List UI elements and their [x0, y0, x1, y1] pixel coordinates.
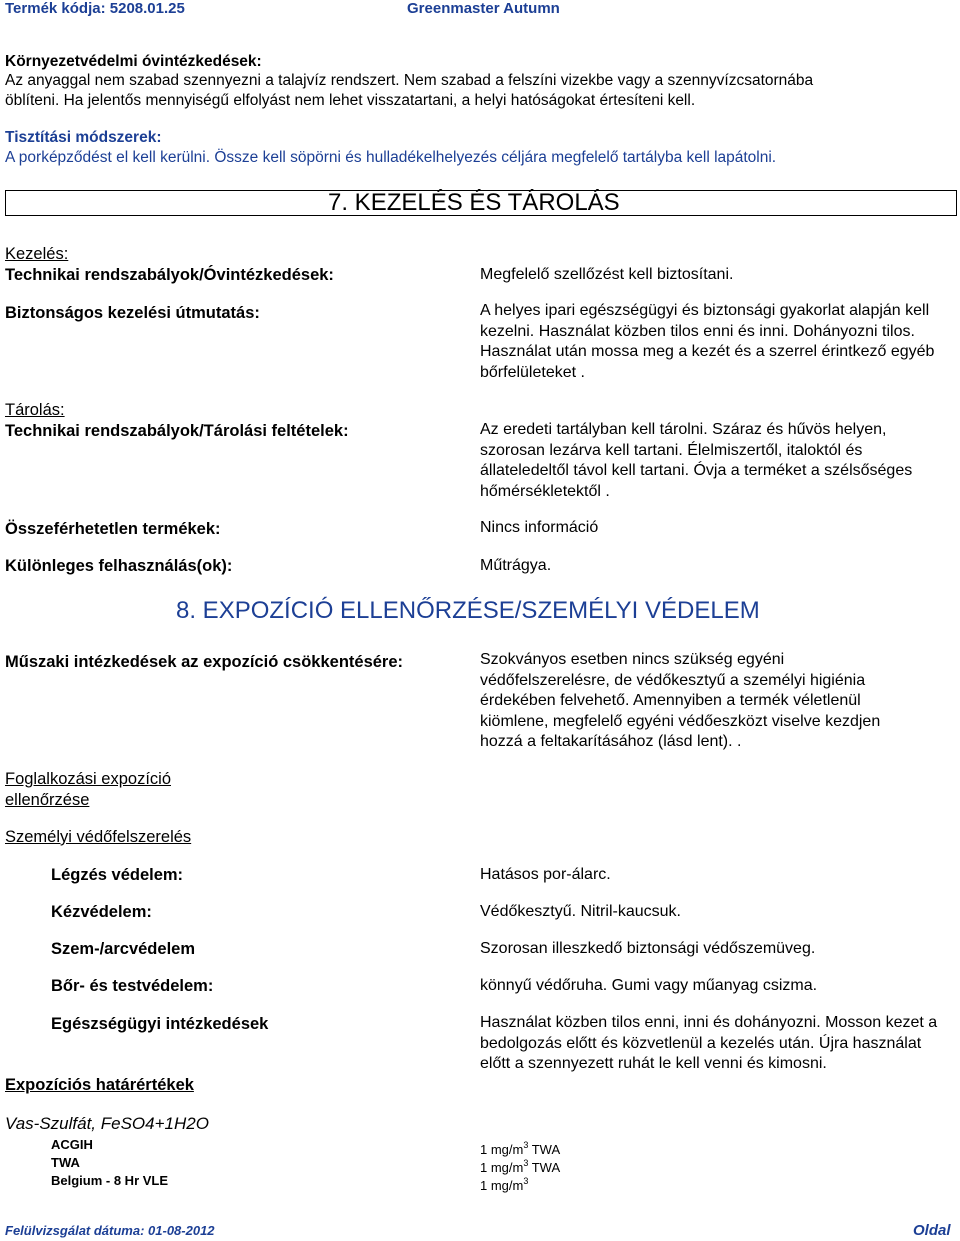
storage-label-tech: Technikai rendszabályok/Tárolási feltételek:: [5, 422, 349, 440]
substance-name: Vas-Szulfát, FeSO4+1H2O: [5, 1114, 209, 1133]
cleaning-title: Tisztítási módszerek:: [5, 129, 162, 146]
handling-value-safe: A helyes ipari egészségügyi és biztonsági gyakorlat alapján kell kezelni. Használat közben tilos enni és inni. Dohányozni tilos. Használat után mossa meg a kezét és a szerrel érintkező egyéb bőrfelületeket .: [480, 302, 935, 381]
cleaning-text: A porképződést el kell kerülni. Össze kell söpörni és hulladékelhelyezés céljára megfelelő tartályba kell lapátolni.: [5, 149, 777, 166]
occupational-label-1: Foglalkozási expozíció: [5, 770, 171, 788]
engineering-value: Szokványos esetben nincs szükség egyéni védőfelszerelésre, de védőkesztyű a személyi higiénia érdekében felvehető. Amennyiben a termék véletlenül kiömlene, megfelelő egyéni védőeszközt viselve kezdjen hozzá a feltakarításához (lásd lent). .: [480, 651, 881, 750]
env-line-1: Az anyaggal nem szabad szennyezni a talajvíz rendszert. Nem szabad a felszíni vizekbe vagy a szennyvízcsatornába: [5, 72, 814, 89]
section-8-title: 8. EXPOZÍCIÓ ELLENŐRZÉSE/SZEMÉLYI VÉDELEM: [176, 597, 760, 624]
respiratory-label: Légzés védelem:: [51, 866, 184, 884]
limit-name-belgium: Belgium - 8 Hr VLE: [51, 1173, 169, 1188]
special-use-label: Különleges felhasználás(ok):: [5, 557, 233, 575]
review-date: Felülvizsgálat dátuma: 01-08-2012: [5, 1223, 215, 1238]
eye-value: Szorosan illeszkedő biztonsági védőszemüveg.: [480, 940, 816, 957]
limit-value-acgih: 1 $mg/m^3$ TWA: [480, 1140, 561, 1157]
env-line-2: öblíteni. Ha jelentős mennyiségű elfolyást nem lehet visszatartani, a helyi hatóságokat értesíteni kell.: [5, 92, 696, 109]
storage-heading: Tárolás:: [5, 401, 65, 419]
handling-value-tech: Megfelelő szellőzést kell biztosítani.: [480, 266, 734, 283]
respiratory-value: Hatásos por-álarc.: [480, 866, 611, 883]
page-label: Oldal: [913, 1222, 951, 1239]
hand-label: Kézvédelem:: [51, 903, 152, 921]
ppe-heading: Személyi védőfelszerelés: [5, 828, 192, 846]
product-name: Greenmaster Autumn: [407, 0, 560, 17]
hygiene-value: Használat közben tilos enni, inni és dohányozni. Mosson kezet a bedolgozás előtt és közvetlenül a kezelés után. Újra használat előtt a szennyezett ruhát le kell venni és kimosni.: [480, 1014, 938, 1072]
limit-value-twa: 1 $mg/m^3$ TWA: [480, 1158, 561, 1175]
special-use-value: Műtrágya.: [480, 557, 552, 574]
handling-label-tech: Technikai rendszabályok/Óvintézkedések:: [5, 266, 334, 284]
handling-heading: Kezelés:: [5, 245, 69, 263]
incompatible-value: Nincs információ: [480, 519, 599, 536]
engineering-label: Műszaki intézkedések az expozíció csökkentésére:: [5, 653, 404, 671]
handling-label-safe: Biztonságos kezelési útmutatás:: [5, 304, 260, 322]
skin-value: könnyű védőruha. Gumi vagy műanyag csizma.: [480, 977, 818, 994]
occupational-label-2: ellenőrzése: [5, 791, 90, 809]
limit-name-acgih: ACGIH: [51, 1137, 93, 1152]
limits-heading: Expozíciós határértékek: [5, 1076, 194, 1094]
limit-value-belgium: 1 $mg/m^3$: [480, 1176, 529, 1193]
storage-value-tech: Az eredeti tartályban kell tárolni. Száraz és hűvös helyen, szorosan lezárva kell tartani. Élelmiszertől, italoktól és állateledeltől távol kell tartani. Óvja a terméket a szélsőséges hőmérsékletektől .: [480, 421, 913, 500]
product-code: Termék kódja: 5208.01.25: [5, 0, 185, 17]
env-title: Környezetvédelmi óvintézkedések:: [5, 53, 262, 70]
hand-value: Védőkesztyű. Nitril-kaucsuk.: [480, 903, 681, 920]
section-7-title: 7. KEZELÉS ÉS TÁROLÁS: [328, 189, 620, 216]
skin-label: Bőr- és testvédelem:: [51, 977, 214, 995]
eye-label: Szem-/arcvédelem: [51, 940, 195, 958]
limit-name-twa: TWA: [51, 1155, 80, 1170]
incompatible-label: Összeférhetetlen termékek:: [5, 520, 221, 538]
hygiene-label: Egészségügyi intézkedések: [51, 1015, 269, 1033]
